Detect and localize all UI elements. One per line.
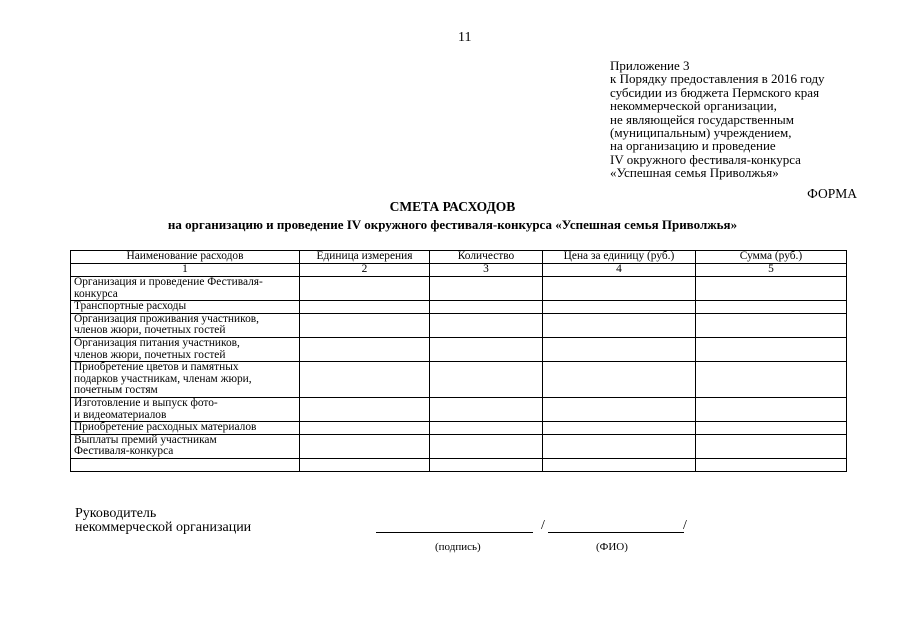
appendix-line: (муниципальным) учреждением, bbox=[610, 125, 792, 141]
table-row bbox=[71, 397, 847, 421]
empty-cell bbox=[300, 277, 430, 301]
empty-cell bbox=[696, 301, 847, 314]
empty-cell bbox=[430, 313, 543, 337]
signatory-line: некоммерческой организации bbox=[75, 520, 252, 535]
appendix-line: не являющейся государственным bbox=[610, 111, 794, 127]
appendix-line: Приложение 3 bbox=[610, 58, 690, 73]
empty-cell bbox=[430, 301, 543, 314]
empty-cell bbox=[430, 422, 543, 435]
empty-cell bbox=[696, 277, 847, 301]
empty-cell bbox=[430, 337, 543, 361]
empty-cell bbox=[430, 434, 543, 458]
empty-cell bbox=[543, 422, 696, 435]
table-row bbox=[71, 434, 847, 458]
expense-name-cell: Организация питания участников, членов жюри, почетных гостей bbox=[71, 337, 300, 361]
expense-name-cell: Организация проживания участников, членов жюри, почетных гостей bbox=[71, 313, 300, 337]
empty-cell bbox=[696, 458, 847, 471]
empty-cell bbox=[543, 397, 696, 421]
empty-cell bbox=[300, 458, 430, 471]
column-header-sum: Сумма (руб.) bbox=[696, 251, 847, 264]
expense-name-cell: Организация и проведение Фестиваля- конкурса bbox=[71, 277, 300, 301]
empty-cell bbox=[543, 362, 696, 398]
column-number: 4 bbox=[543, 264, 696, 277]
expense-name-cell: Приобретение цветов и памятных подарков участникам, членам жюри, почетным гостям bbox=[71, 362, 300, 398]
table-row-empty bbox=[71, 458, 847, 471]
column-number-row bbox=[71, 264, 847, 277]
column-number: 5 bbox=[696, 264, 847, 277]
empty-cell bbox=[696, 362, 847, 398]
empty-cell bbox=[430, 458, 543, 471]
empty-cell bbox=[696, 337, 847, 361]
document-title: СМЕТА РАСХОДОВ bbox=[389, 199, 516, 214]
column-number: 1 bbox=[71, 264, 300, 277]
expense-estimate-table bbox=[70, 250, 847, 472]
column-number: 2 bbox=[300, 264, 430, 277]
table-row bbox=[71, 301, 847, 314]
column-header-expense-name: Наименование расходов bbox=[71, 251, 300, 264]
document-subtitle: на организацию и проведение IV окружного фестиваля-конкурса «Успешная семья Приволжья» bbox=[167, 217, 738, 232]
table-header-row bbox=[71, 251, 847, 264]
table-row bbox=[71, 337, 847, 361]
appendix-line: IV окружного фестиваля-конкурса bbox=[610, 151, 801, 167]
empty-cell bbox=[300, 422, 430, 435]
empty-cell bbox=[543, 313, 696, 337]
empty-cell bbox=[543, 277, 696, 301]
empty-cell bbox=[71, 458, 300, 471]
empty-cell bbox=[430, 397, 543, 421]
signatory-line: Руководитель bbox=[75, 506, 157, 521]
table-row bbox=[71, 277, 847, 301]
separator-slash: / bbox=[683, 518, 687, 533]
appendix-reference bbox=[610, 59, 825, 180]
appendix-line: некоммерческой организации, bbox=[610, 98, 777, 114]
column-header-unit-price: Цена за единицу (руб.) bbox=[543, 251, 696, 264]
empty-cell bbox=[696, 397, 847, 421]
appendix-line: к Порядку предоставления в 2016 году bbox=[610, 71, 825, 87]
signatory-label bbox=[75, 507, 251, 535]
signature-line bbox=[376, 532, 533, 533]
full-name-caption: (ФИО) bbox=[596, 541, 628, 553]
empty-cell bbox=[696, 313, 847, 337]
separator-slash: / bbox=[541, 518, 545, 533]
full-name-line bbox=[548, 532, 684, 533]
appendix-line: на организацию и проведение bbox=[610, 138, 776, 154]
empty-cell bbox=[543, 434, 696, 458]
column-header-unit: Единица измерения bbox=[300, 251, 430, 264]
empty-cell bbox=[300, 301, 430, 314]
form-label: ФОРМА bbox=[807, 186, 857, 201]
table-row bbox=[71, 313, 847, 337]
expense-name-cell: Выплаты премий участникам Фестиваля-конкурса bbox=[71, 434, 300, 458]
signature-caption: (подпись) bbox=[435, 541, 481, 553]
appendix-line: «Успешная семья Приволжья» bbox=[610, 165, 779, 181]
appendix-line: субсидии из бюджета Пермского края bbox=[610, 84, 820, 100]
empty-cell bbox=[300, 313, 430, 337]
empty-cell bbox=[696, 434, 847, 458]
column-header-quantity: Количество bbox=[430, 251, 543, 264]
empty-cell bbox=[300, 434, 430, 458]
table-row bbox=[71, 422, 847, 435]
empty-cell bbox=[430, 362, 543, 398]
page-number: 11 bbox=[458, 30, 472, 45]
expense-name-cell: Изготовление и выпуск фото- и видеоматериалов bbox=[71, 397, 300, 421]
table-row bbox=[71, 362, 847, 398]
expense-name-cell: Приобретение расходных материалов bbox=[71, 422, 300, 435]
empty-cell bbox=[430, 277, 543, 301]
expense-name-cell: Транспортные расходы bbox=[71, 301, 300, 314]
empty-cell bbox=[300, 362, 430, 398]
empty-cell bbox=[300, 397, 430, 421]
empty-cell bbox=[543, 337, 696, 361]
empty-cell bbox=[696, 422, 847, 435]
empty-cell bbox=[543, 301, 696, 314]
column-number: 3 bbox=[430, 264, 543, 277]
empty-cell bbox=[300, 337, 430, 361]
empty-cell bbox=[543, 458, 696, 471]
